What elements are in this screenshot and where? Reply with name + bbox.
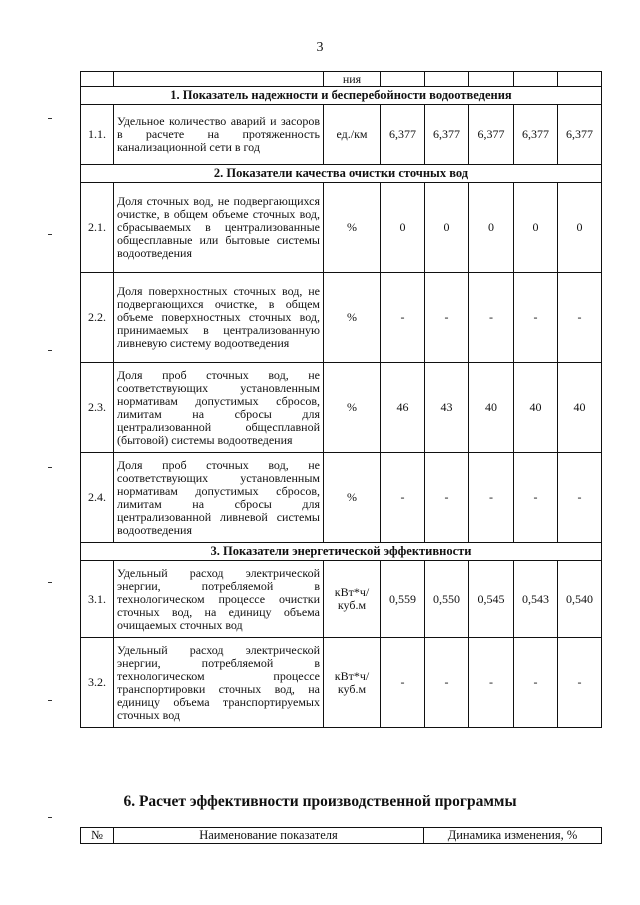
header-number: № bbox=[81, 828, 114, 844]
row-number: 2.4. bbox=[81, 453, 114, 543]
row-number: 1.1. bbox=[81, 105, 114, 165]
margin-mark bbox=[48, 467, 52, 468]
indicator-value: - bbox=[469, 453, 514, 543]
unit-of-measure: % bbox=[324, 453, 381, 543]
indicator-value: - bbox=[469, 273, 514, 363]
indicator-value: 0,540 bbox=[558, 561, 602, 638]
unit-of-measure: кВт*ч/ куб.м bbox=[324, 561, 381, 638]
section-header-row bbox=[81, 543, 602, 561]
indicators-table bbox=[80, 71, 602, 728]
header-cell-empty bbox=[114, 72, 324, 87]
table-row bbox=[81, 183, 602, 273]
table-header-fragment-row bbox=[81, 72, 602, 87]
indicator-value: - bbox=[514, 638, 558, 728]
section-6-title: 6. Расчет эффективности производственной программы bbox=[123, 793, 517, 810]
indicator-value: 6,377 bbox=[558, 105, 602, 165]
indicator-value: 6,377 bbox=[514, 105, 558, 165]
indicator-value: 43 bbox=[425, 363, 469, 453]
indicator-value: 46 bbox=[381, 363, 425, 453]
page-number: 3 bbox=[316, 40, 324, 55]
margin-mark bbox=[48, 700, 52, 701]
table-row bbox=[81, 363, 602, 453]
indicator-value: 0 bbox=[558, 183, 602, 273]
indicators-table-body bbox=[81, 72, 602, 728]
indicator-value: 0,543 bbox=[514, 561, 558, 638]
indicator-value: - bbox=[425, 273, 469, 363]
indicator-value: - bbox=[514, 453, 558, 543]
margin-mark bbox=[48, 350, 52, 351]
header-cell-empty bbox=[381, 72, 425, 87]
header-cell-empty bbox=[514, 72, 558, 87]
unit-of-measure: % bbox=[324, 273, 381, 363]
indicator-value: 6,377 bbox=[425, 105, 469, 165]
header-cell-empty bbox=[558, 72, 602, 87]
indicator-value: - bbox=[558, 453, 602, 543]
indicator-value: 40 bbox=[514, 363, 558, 453]
table-row bbox=[81, 561, 602, 638]
indicator-value: 0,545 bbox=[469, 561, 514, 638]
section-header-row bbox=[81, 87, 602, 105]
indicator-value: 40 bbox=[469, 363, 514, 453]
header-cell-unit-fragment: ния bbox=[324, 72, 381, 87]
header-cell-empty bbox=[469, 72, 514, 87]
indicator-value: 0 bbox=[514, 183, 558, 273]
header-cell-empty bbox=[81, 72, 114, 87]
row-number: 3.2. bbox=[81, 638, 114, 728]
indicator-name: Доля поверхностных сточных вод, не подвергающихся очистке, в общем объеме поверхностных сточных вод, принимаемых в централизованную ливневую систему водоотведения bbox=[114, 273, 324, 363]
header-cell-empty bbox=[425, 72, 469, 87]
indicator-value: 40 bbox=[558, 363, 602, 453]
margin-mark bbox=[48, 118, 52, 119]
section-title: 2. Показатели качества очистки сточных вод bbox=[81, 165, 602, 183]
unit-of-measure: % bbox=[324, 363, 381, 453]
indicator-value: 0 bbox=[425, 183, 469, 273]
indicator-value: - bbox=[381, 638, 425, 728]
efficiency-table-header-row bbox=[81, 828, 602, 844]
indicator-name: Удельный расход электрической энергии, потребляемой в технологическом процессе транспортировки сточных вод, на единицу объема транспортируемых сточных вод bbox=[114, 638, 324, 728]
unit-of-measure: кВт*ч/ куб.м bbox=[324, 638, 381, 728]
efficiency-table bbox=[80, 827, 602, 844]
header-indicator-name: Наименование показателя bbox=[114, 828, 424, 844]
indicator-name: Доля сточных вод, не подвергающихся очистке, в общем объеме сточных вод, сбрасываемых в централизованные общесплавные или бытовые системы водоотведения bbox=[114, 183, 324, 273]
table-row bbox=[81, 453, 602, 543]
unit-of-measure: % bbox=[324, 183, 381, 273]
indicator-value: - bbox=[381, 453, 425, 543]
indicator-value: - bbox=[469, 638, 514, 728]
indicator-value: 0,559 bbox=[381, 561, 425, 638]
row-number: 2.1. bbox=[81, 183, 114, 273]
section-title: 1. Показатель надежности и бесперебойности водоотведения bbox=[81, 87, 602, 105]
indicator-value: - bbox=[558, 273, 602, 363]
table-row bbox=[81, 105, 602, 165]
margin-mark bbox=[48, 582, 52, 583]
indicator-value: - bbox=[381, 273, 425, 363]
margin-mark bbox=[48, 234, 52, 235]
margin-mark bbox=[48, 817, 52, 818]
section-header-row bbox=[81, 165, 602, 183]
indicator-name: Доля проб сточных вод, не соответствующих установленным нормативам допустимых сбросов, лимитам на сбросы для централизованной общесплавной (бытовой) системы водоотведения bbox=[114, 363, 324, 453]
indicator-value: - bbox=[514, 273, 558, 363]
indicator-value: - bbox=[558, 638, 602, 728]
indicator-value: - bbox=[425, 638, 469, 728]
row-number: 3.1. bbox=[81, 561, 114, 638]
indicator-name: Доля проб сточных вод, не соответствующих установленным нормативам допустимых сбросов, лимитам на сбросы для централизованной ливневой системы водоотведения bbox=[114, 453, 324, 543]
indicator-name: Удельное количество аварий и засоров в расчете на протяженность канализационной сети в год bbox=[114, 105, 324, 165]
section-title: 3. Показатели энергетической эффективности bbox=[81, 543, 602, 561]
indicator-value: 6,377 bbox=[469, 105, 514, 165]
indicator-value: 0 bbox=[381, 183, 425, 273]
row-number: 2.2. bbox=[81, 273, 114, 363]
table-row bbox=[81, 638, 602, 728]
header-change-dynamics: Динамика изменения, % bbox=[424, 828, 602, 844]
table-row bbox=[81, 273, 602, 363]
unit-of-measure: ед./км bbox=[324, 105, 381, 165]
indicator-name: Удельный расход электрической энергии, потребляемой в технологическом процессе очистки сточных вод, на единицу объема очищаемых сточных вод bbox=[114, 561, 324, 638]
indicator-value: 0 bbox=[469, 183, 514, 273]
indicator-value: 6,377 bbox=[381, 105, 425, 165]
row-number: 2.3. bbox=[81, 363, 114, 453]
indicator-value: 0,550 bbox=[425, 561, 469, 638]
indicator-value: - bbox=[425, 453, 469, 543]
